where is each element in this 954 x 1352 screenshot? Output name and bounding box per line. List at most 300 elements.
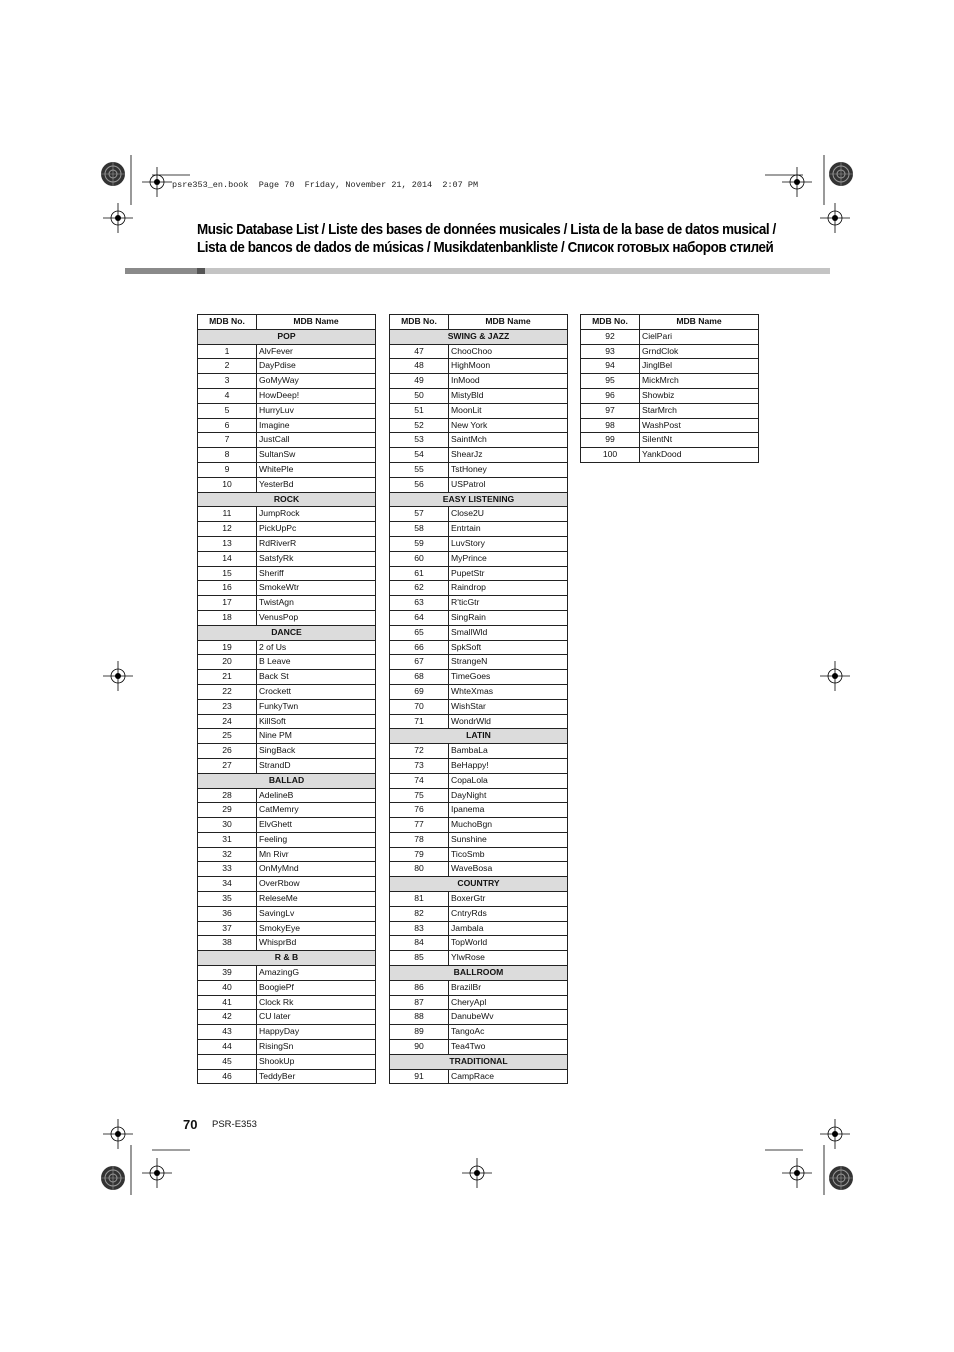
mdb-name: StarMrch <box>640 403 759 418</box>
mdb-number: 39 <box>198 966 257 981</box>
model-name: PSR-E353 <box>212 1119 257 1130</box>
mdb-number: 70 <box>390 699 449 714</box>
table-row <box>390 1069 568 1084</box>
mdb-number: 57 <box>390 507 449 522</box>
mdb-number: 37 <box>198 921 257 936</box>
mdb-name: Entrtain <box>449 522 568 537</box>
mdb-name: YesterBd <box>257 477 376 492</box>
table-row <box>198 522 376 537</box>
mdb-name: Mn Rivr <box>257 847 376 862</box>
mdb-name: R'ticGtr <box>449 596 568 611</box>
table-row <box>198 803 376 818</box>
mdb-number: 33 <box>198 862 257 877</box>
mdb-number: 28 <box>198 788 257 803</box>
mdb-name: BoxerGtr <box>449 892 568 907</box>
mdb-name: OnMyMnd <box>257 862 376 877</box>
mdb-number: 22 <box>198 684 257 699</box>
table-row <box>198 670 376 685</box>
category-row <box>198 951 376 966</box>
mdb-number: 78 <box>390 832 449 847</box>
category-label: BALLROOM <box>390 966 568 981</box>
table-row <box>198 1010 376 1025</box>
category-row <box>198 773 376 788</box>
table-row <box>390 744 568 759</box>
table-row <box>390 625 568 640</box>
category-row <box>390 1054 568 1069</box>
mdb-name: TwistAgn <box>257 596 376 611</box>
table-row <box>198 744 376 759</box>
mdb-name: SatsfyRk <box>257 551 376 566</box>
table-row <box>390 1010 568 1025</box>
table-row <box>390 359 568 374</box>
mdb-name: Back St <box>257 670 376 685</box>
table-row <box>198 699 376 714</box>
category-label: SWING & JAZZ <box>390 329 568 344</box>
mdb-number: 50 <box>390 388 449 403</box>
mdb-number: 11 <box>198 507 257 522</box>
table-row <box>198 359 376 374</box>
mdb-name: MoonLit <box>449 403 568 418</box>
mdb-number: 88 <box>390 1010 449 1025</box>
table-row <box>581 374 759 389</box>
mdb-number: 90 <box>390 1040 449 1055</box>
mdb-name: CatMemry <box>257 803 376 818</box>
table-row <box>390 818 568 833</box>
mdb-name: HighMoon <box>449 359 568 374</box>
category-label: TRADITIONAL <box>390 1054 568 1069</box>
table-row <box>198 566 376 581</box>
mdb-name: YankDood <box>640 448 759 463</box>
table-row <box>390 714 568 729</box>
table-row <box>581 403 759 418</box>
mdb-number: 19 <box>198 640 257 655</box>
table-row <box>390 951 568 966</box>
mdb-name: Showbiz <box>640 388 759 403</box>
table-row <box>198 684 376 699</box>
mdb-number: 45 <box>198 1054 257 1069</box>
table-row <box>390 773 568 788</box>
mdb-name: JustCall <box>257 433 376 448</box>
mdb-number: 85 <box>390 951 449 966</box>
mdb-name: MickMrch <box>640 374 759 389</box>
mdb-number: 75 <box>390 788 449 803</box>
table-row <box>198 892 376 907</box>
mdb-number: 47 <box>390 344 449 359</box>
mdb-number: 86 <box>390 980 449 995</box>
mdb-number: 53 <box>390 433 449 448</box>
mdb-number: 36 <box>198 906 257 921</box>
mdb-name: BeHappy! <box>449 758 568 773</box>
mdb-name: TeddyBer <box>257 1069 376 1084</box>
mdb-number: 9 <box>198 462 257 477</box>
mdb-number: 76 <box>390 803 449 818</box>
mdb-number: 49 <box>390 374 449 389</box>
table-row <box>390 536 568 551</box>
mdb-name: HurryLuv <box>257 403 376 418</box>
table-row <box>390 581 568 596</box>
table-row <box>390 418 568 433</box>
mdb-number: 20 <box>198 655 257 670</box>
table-row <box>390 403 568 418</box>
mdb-number: 79 <box>390 847 449 862</box>
table-row <box>198 980 376 995</box>
mdb-name: BambaLa <box>449 744 568 759</box>
table-row <box>198 921 376 936</box>
page-title-line-1: Music Database List / Liste des bases de données musicales / Lista de la base de datos musical / <box>197 222 776 238</box>
header-mdb-name: MDB Name <box>449 315 568 330</box>
category-row <box>390 492 568 507</box>
mdb-number: 41 <box>198 995 257 1010</box>
page-title-line-2: Lista de bancos de dados de músicas / Musikdatenbankliste / Список готовых наборов стилей <box>197 240 774 256</box>
table-row <box>390 699 568 714</box>
registration-crosshair-icon <box>103 661 133 691</box>
mdb-name: SmallWld <box>449 625 568 640</box>
table-row <box>390 610 568 625</box>
table-row <box>581 448 759 463</box>
table-row <box>198 596 376 611</box>
mdb-number: 13 <box>198 536 257 551</box>
table-row <box>198 448 376 463</box>
mdb-number: 71 <box>390 714 449 729</box>
category-label: R & B <box>198 951 376 966</box>
mdb-name: GrndClok <box>640 344 759 359</box>
mdb-number: 35 <box>198 892 257 907</box>
mdb-number: 6 <box>198 418 257 433</box>
mdb-number: 58 <box>390 522 449 537</box>
mdb-name: Jambala <box>449 921 568 936</box>
mdb-name: InMood <box>449 374 568 389</box>
mdb-name: TstHoney <box>449 462 568 477</box>
table-row <box>198 818 376 833</box>
table-row <box>198 1040 376 1055</box>
table-row <box>390 758 568 773</box>
mdb-name: MistyBld <box>449 388 568 403</box>
category-row <box>390 877 568 892</box>
mdb-number: 38 <box>198 936 257 951</box>
table-row <box>390 1025 568 1040</box>
mdb-number: 87 <box>390 995 449 1010</box>
mdb-number: 4 <box>198 388 257 403</box>
table-row <box>390 507 568 522</box>
category-row <box>198 625 376 640</box>
mdb-name: WhitePle <box>257 462 376 477</box>
mdb-name: SmokyEye <box>257 921 376 936</box>
mdb-number: 54 <box>390 448 449 463</box>
table-row <box>198 610 376 625</box>
mdb-name: WhisprBd <box>257 936 376 951</box>
mdb-name: HowDeep! <box>257 388 376 403</box>
mdb-name: Sunshine <box>449 832 568 847</box>
mdb-number: 59 <box>390 536 449 551</box>
mdb-number: 29 <box>198 803 257 818</box>
table-row <box>390 448 568 463</box>
mdb-number: 25 <box>198 729 257 744</box>
table-row <box>390 670 568 685</box>
mdb-name: VenusPop <box>257 610 376 625</box>
table-row <box>390 788 568 803</box>
mdb-name: PupetStr <box>449 566 568 581</box>
mdb-name: Tea4Two <box>449 1040 568 1055</box>
category-label: POP <box>198 329 376 344</box>
mdb-name: HappyDay <box>257 1025 376 1040</box>
table-row <box>198 729 376 744</box>
mdb-number: 21 <box>198 670 257 685</box>
mdb-name: Close2U <box>449 507 568 522</box>
header-rule-marker <box>197 268 205 274</box>
table-row <box>198 995 376 1010</box>
mdb-number: 94 <box>581 359 640 374</box>
mdb-number: 31 <box>198 832 257 847</box>
category-label: DANCE <box>198 625 376 640</box>
table-row <box>390 995 568 1010</box>
mdb-number: 92 <box>581 329 640 344</box>
category-row <box>390 729 568 744</box>
mdb-name: Crockett <box>257 684 376 699</box>
mdb-name: CielPari <box>640 329 759 344</box>
table-row <box>198 1069 376 1084</box>
table-row <box>198 551 376 566</box>
mdb-number: 16 <box>198 581 257 596</box>
mdb-name: OverRbow <box>257 877 376 892</box>
table-row <box>390 374 568 389</box>
mdb-name: WondrWld <box>449 714 568 729</box>
category-row <box>198 492 376 507</box>
mdb-number: 64 <box>390 610 449 625</box>
mdb-name: SultanSw <box>257 448 376 463</box>
table-row <box>198 536 376 551</box>
mdb-name: AlvFever <box>257 344 376 359</box>
mdb-number: 61 <box>390 566 449 581</box>
mdb-name: SmokeWtr <box>257 581 376 596</box>
mdb-name: Ipanema <box>449 803 568 818</box>
mdb-name: Sheriff <box>257 566 376 581</box>
mdb-table-1 <box>197 314 376 1084</box>
mdb-name: B Leave <box>257 655 376 670</box>
table-row <box>198 1025 376 1040</box>
category-label: EASY LISTENING <box>390 492 568 507</box>
mdb-name: BoogiePf <box>257 980 376 995</box>
mdb-number: 98 <box>581 418 640 433</box>
table-row <box>390 388 568 403</box>
table-row <box>390 684 568 699</box>
category-label: BALLAD <box>198 773 376 788</box>
mdb-name: AmazingG <box>257 966 376 981</box>
mdb-number: 14 <box>198 551 257 566</box>
table-row <box>198 388 376 403</box>
table-row <box>198 936 376 951</box>
crop-marks-top-left <box>95 150 195 210</box>
mdb-number: 24 <box>198 714 257 729</box>
mdb-number: 23 <box>198 699 257 714</box>
mdb-name: SilentNt <box>640 433 759 448</box>
mdb-table-3 <box>580 314 759 463</box>
mdb-name: YlwRose <box>449 951 568 966</box>
mdb-name: StrangeN <box>449 655 568 670</box>
mdb-number: 95 <box>581 374 640 389</box>
table-row <box>198 462 376 477</box>
category-row <box>390 966 568 981</box>
table-row <box>390 892 568 907</box>
table-row <box>390 847 568 862</box>
mdb-number: 80 <box>390 862 449 877</box>
mdb-number: 99 <box>581 433 640 448</box>
mdb-number: 44 <box>198 1040 257 1055</box>
mdb-name: RdRiverR <box>257 536 376 551</box>
header-rule-dark <box>125 268 197 274</box>
mdb-name: StrandD <box>257 758 376 773</box>
mdb-number: 10 <box>198 477 257 492</box>
mdb-number: 40 <box>198 980 257 995</box>
crop-marks-top-right <box>760 150 860 210</box>
mdb-number: 83 <box>390 921 449 936</box>
mdb-name: WaveBosa <box>449 862 568 877</box>
table-row <box>390 551 568 566</box>
mdb-name: JinglBel <box>640 359 759 374</box>
mdb-number: 30 <box>198 818 257 833</box>
table-row <box>390 596 568 611</box>
mdb-number: 55 <box>390 462 449 477</box>
mdb-name: ShearJz <box>449 448 568 463</box>
mdb-name: Clock Rk <box>257 995 376 1010</box>
mdb-name: CntryRds <box>449 906 568 921</box>
mdb-name: DayPdise <box>257 359 376 374</box>
mdb-number: 100 <box>581 448 640 463</box>
mdb-number: 48 <box>390 359 449 374</box>
table-row <box>390 433 568 448</box>
mdb-name: MyPrince <box>449 551 568 566</box>
table-row <box>198 1054 376 1069</box>
mdb-number: 5 <box>198 403 257 418</box>
table-row <box>198 714 376 729</box>
mdb-name: WishStar <box>449 699 568 714</box>
registration-crosshair-icon <box>820 661 850 691</box>
table-row <box>581 329 759 344</box>
table-row <box>198 966 376 981</box>
print-info-line: psre353_en.book Page 70 Friday, November 21, 2014 2:07 PM <box>172 180 479 190</box>
mdb-name: CheryApl <box>449 995 568 1010</box>
table-row <box>198 655 376 670</box>
table-row <box>581 418 759 433</box>
category-label: COUNTRY <box>390 877 568 892</box>
mdb-name: SavingLv <box>257 906 376 921</box>
table-row <box>390 921 568 936</box>
mdb-number: 66 <box>390 640 449 655</box>
mdb-number: 63 <box>390 596 449 611</box>
category-row <box>198 329 376 344</box>
table-row <box>198 403 376 418</box>
header-mdb-name: MDB Name <box>257 315 376 330</box>
header-rule-light <box>205 268 830 274</box>
mdb-name: WashPost <box>640 418 759 433</box>
mdb-name: AdelineB <box>257 788 376 803</box>
mdb-name: TicoSmb <box>449 847 568 862</box>
mdb-number: 81 <box>390 892 449 907</box>
category-row <box>390 329 568 344</box>
table-row <box>198 418 376 433</box>
table-row <box>390 936 568 951</box>
mdb-name: USPatrol <box>449 477 568 492</box>
mdb-table-2 <box>389 314 568 1084</box>
mdb-number: 65 <box>390 625 449 640</box>
mdb-number: 69 <box>390 684 449 699</box>
mdb-name: 2 of Us <box>257 640 376 655</box>
mdb-name: ChooChoo <box>449 344 568 359</box>
mdb-name: CopaLola <box>449 773 568 788</box>
mdb-name: WhteXmas <box>449 684 568 699</box>
mdb-name: TimeGoes <box>449 670 568 685</box>
table-row <box>198 477 376 492</box>
header-mdb-no: MDB No. <box>198 315 257 330</box>
table-row <box>390 566 568 581</box>
table-row <box>581 344 759 359</box>
mdb-number: 3 <box>198 374 257 389</box>
table-row <box>198 877 376 892</box>
mdb-number: 1 <box>198 344 257 359</box>
mdb-name: ElvGhett <box>257 818 376 833</box>
mdb-number: 17 <box>198 596 257 611</box>
mdb-name: KillSoft <box>257 714 376 729</box>
table-row <box>581 388 759 403</box>
mdb-number: 15 <box>198 566 257 581</box>
mdb-name: Nine PM <box>257 729 376 744</box>
mdb-number: 43 <box>198 1025 257 1040</box>
table-row <box>198 344 376 359</box>
table-row <box>390 1040 568 1055</box>
header-mdb-no: MDB No. <box>390 315 449 330</box>
mdb-name: PickUpPc <box>257 522 376 537</box>
table-row <box>198 433 376 448</box>
table-row <box>390 980 568 995</box>
mdb-number: 52 <box>390 418 449 433</box>
mdb-name: ShookUp <box>257 1054 376 1069</box>
mdb-name: LuvStory <box>449 536 568 551</box>
table-row <box>390 655 568 670</box>
table-row <box>390 462 568 477</box>
table-row <box>198 374 376 389</box>
table-row <box>390 832 568 847</box>
table-row <box>390 906 568 921</box>
mdb-number: 32 <box>198 847 257 862</box>
registration-crosshair-icon <box>462 1158 492 1188</box>
table-row <box>198 906 376 921</box>
mdb-number: 68 <box>390 670 449 685</box>
table-row <box>390 522 568 537</box>
page-title <box>197 221 776 257</box>
mdb-number: 89 <box>390 1025 449 1040</box>
mdb-name: TopWorld <box>449 936 568 951</box>
table-row <box>198 832 376 847</box>
table-row <box>198 788 376 803</box>
mdb-number: 12 <box>198 522 257 537</box>
mdb-number: 74 <box>390 773 449 788</box>
crop-marks-bottom-right <box>760 1140 860 1200</box>
table-row <box>390 803 568 818</box>
mdb-number: 56 <box>390 477 449 492</box>
mdb-number: 8 <box>198 448 257 463</box>
table-row <box>198 862 376 877</box>
mdb-number: 34 <box>198 877 257 892</box>
mdb-number: 84 <box>390 936 449 951</box>
table-row <box>198 507 376 522</box>
mdb-number: 91 <box>390 1069 449 1084</box>
table-row <box>390 477 568 492</box>
header-mdb-name: MDB Name <box>640 315 759 330</box>
table-row <box>581 359 759 374</box>
mdb-name: SingBack <box>257 744 376 759</box>
mdb-number: 2 <box>198 359 257 374</box>
mdb-number: 72 <box>390 744 449 759</box>
mdb-number: 51 <box>390 403 449 418</box>
